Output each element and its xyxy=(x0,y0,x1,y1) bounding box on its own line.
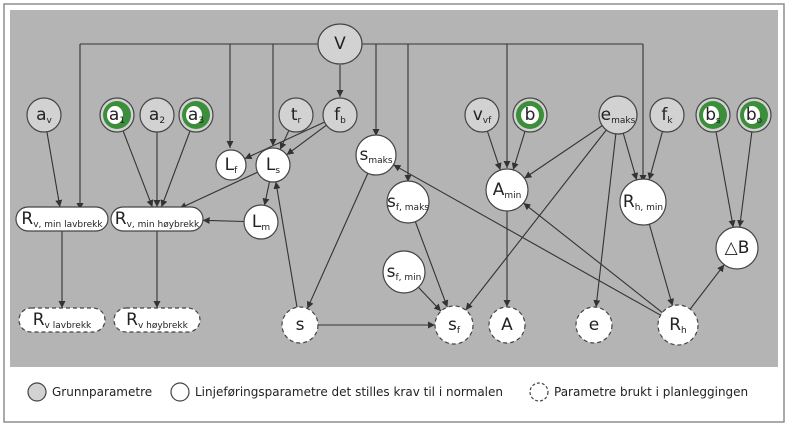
node-vvf-label: vvf xyxy=(472,105,492,126)
node-tr-label: tr xyxy=(290,105,302,126)
node-e xyxy=(576,307,612,343)
node-s-label: s xyxy=(295,315,305,335)
node-a3 xyxy=(179,98,213,132)
node-bo xyxy=(737,98,771,132)
node-Amin xyxy=(486,169,528,211)
node-Rhmin xyxy=(620,179,666,225)
node-A-label: A xyxy=(501,315,513,335)
node-emaks-label: emaks xyxy=(600,105,636,126)
node-b xyxy=(513,98,547,132)
node-Amin-label: Amin xyxy=(492,180,522,201)
legend-linje-label: Linjeføringsparametre det stilles krav til i normalen xyxy=(195,385,504,399)
node-fb-label: fb xyxy=(334,105,346,126)
node-Rvminlav xyxy=(16,207,108,231)
node-sfmin xyxy=(383,251,425,293)
node-smaks-label: smaks xyxy=(359,145,393,166)
node-Lm xyxy=(244,205,278,239)
node-Rh-label: Rh xyxy=(669,315,687,336)
node-Lf xyxy=(216,150,246,180)
legend-plan-label: Parametre brukt i planleggingen xyxy=(554,385,749,399)
legend-plan-swatch xyxy=(530,383,548,401)
node-a1-label: a1 xyxy=(108,105,126,126)
node-fk-label: fk xyxy=(661,105,673,126)
node-av-label: av xyxy=(36,105,52,126)
node-a2 xyxy=(140,98,174,132)
node-A xyxy=(489,307,525,343)
node-sf xyxy=(435,306,473,344)
node-s xyxy=(282,307,318,343)
node-Rvhoy-label: Rv høybrekk xyxy=(126,310,188,331)
node-Ls xyxy=(256,148,290,182)
node-Ls-label: Ls xyxy=(265,155,281,176)
node-dB-label: △B xyxy=(724,238,750,258)
node-a1 xyxy=(100,98,134,132)
node-Rvminhoy xyxy=(111,207,203,231)
node-bo-label: bo xyxy=(745,105,763,126)
node-Lf-label: Lf xyxy=(224,155,238,176)
node-sfmaks xyxy=(387,181,429,223)
node-sfmaks-label: sf, maks xyxy=(387,192,429,213)
node-fb xyxy=(323,98,357,132)
node-Lm-label: Lm xyxy=(251,212,271,233)
node-av xyxy=(27,98,61,132)
node-e-label: e xyxy=(588,315,600,335)
node-Rvlav xyxy=(19,308,105,332)
node-V-label: V xyxy=(334,34,346,54)
node-bs-label: bs xyxy=(705,105,721,126)
legend-linje-swatch xyxy=(171,383,189,401)
node-b-label: b xyxy=(524,105,536,125)
node-Rhmin-label: Rh, min xyxy=(622,192,664,213)
node-Rh xyxy=(658,305,698,345)
legend-grunn-swatch xyxy=(28,383,46,401)
legend-grunn-label: Grunnparametre xyxy=(52,385,153,399)
node-sf-label: sf xyxy=(447,315,461,336)
node-a2-label: a2 xyxy=(148,105,166,126)
node-Rvhoy xyxy=(114,308,200,332)
node-V xyxy=(318,24,362,64)
node-tr xyxy=(279,98,313,132)
node-fk xyxy=(650,98,684,132)
node-Rvminhoy-label: Rv, min høybrekk xyxy=(114,209,200,230)
node-emaks xyxy=(599,96,637,134)
node-smaks xyxy=(356,135,396,175)
node-Rvminlav-label: Rv, min lavbrekk xyxy=(21,209,103,230)
node-bs xyxy=(696,98,730,132)
node-Rvlav-label: Rv lavbrekk xyxy=(32,310,92,331)
legend xyxy=(28,383,748,401)
node-a3-label: a3 xyxy=(187,105,205,126)
node-vvf xyxy=(465,98,499,132)
node-dB xyxy=(716,227,758,269)
node-sfmin-label: sf, min xyxy=(386,262,422,283)
